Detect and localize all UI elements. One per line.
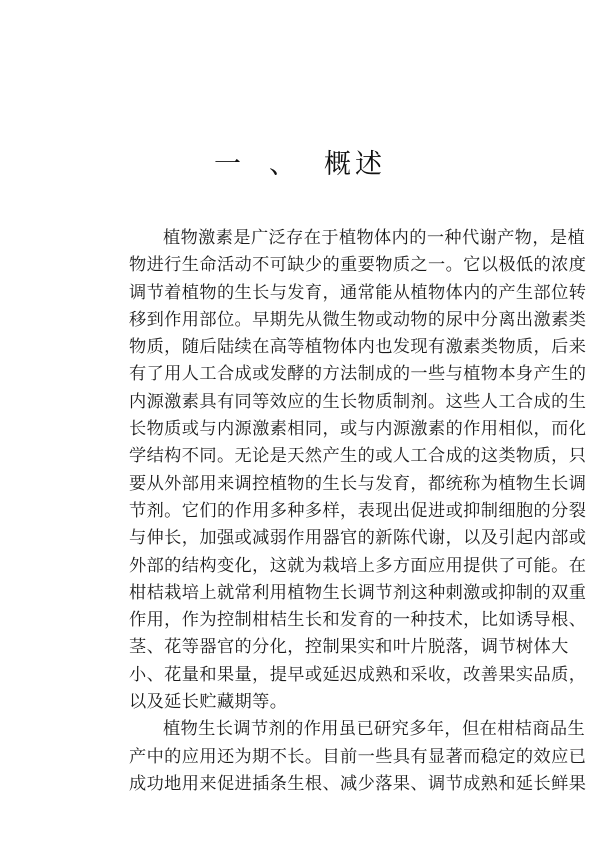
text-line: 要从外部用来调控植物的生长与发育，都统称为植物生长调 [129,473,587,494]
text-line: 节剂。它们的作用多种多样，表现出促进或抑制细胞的分裂 [129,500,587,521]
text-line: 植物激素是广泛存在于植物体内的一种代谢产物，是植 [163,228,586,248]
text-line: 物进行生命活动不可缺少的重要物质之一。它以极低的浓度 [129,255,587,276]
section-number: 一 [214,149,245,180]
text-line: 与伸长，加强或减弱作用器官的新陈代谢，以及引起内部或 [129,528,587,549]
section-title [0,142,600,181]
text-line: 柑桔栽培上就常利用植物生长调节剂这种刺激或抑制的双重 [129,582,587,603]
text-line: 植物生长调节剂的作用虽已研究多年，但在柑桔商品生 [163,719,586,740]
text-line: 学结构不同。无论是天然产生的或人工合成的这类物质，只 [129,446,587,467]
text-line: 移到作用部位。早期先从微生物或动物的尿中分离出激素类 [129,309,587,330]
text-line: 成功地用来促进插条生根、减少落果、调节成熟和延长鲜果 [129,773,587,794]
section-separator: 、 [269,149,300,180]
text-line: 茎、花等器官的分化，控制果实和叶片脱落，调节树体大 [129,637,569,658]
text-line: 有了用人工合成或发酵的方法制成的一些与植物本身产生的 [129,364,587,385]
text-line: 长物质或与内源激素相同，或与内源激素的作用相似，而化 [129,419,587,440]
body-text [129,225,587,798]
text-line: 产中的应用还为期不长。目前一些具有显著而稳定的效应已 [129,746,587,767]
text-line: 物质，随后陆续在高等植物体内也发现有激素类物质，后来 [129,337,587,358]
text-line: 作用，作为控制柑桔生长和发育的一种技术，比如诱导根、 [129,610,587,631]
text-line: 小、花量和果量，提早或延迟成熟和采收，改善果实品质， [129,664,587,685]
section-heading: 概述 [324,149,386,180]
text-line: 外部的结构变化，这就为栽培上多方面应用提供了可能。在 [129,555,587,576]
text-line: 内源激素具有同等效应的生长物质制剂。这些人工合成的生 [129,391,587,412]
text-line: 调节着植物的生长与发育，通常能从植物体内的产生部位转 [129,282,587,303]
text-line: 以及延长贮藏期等。 [129,692,288,713]
